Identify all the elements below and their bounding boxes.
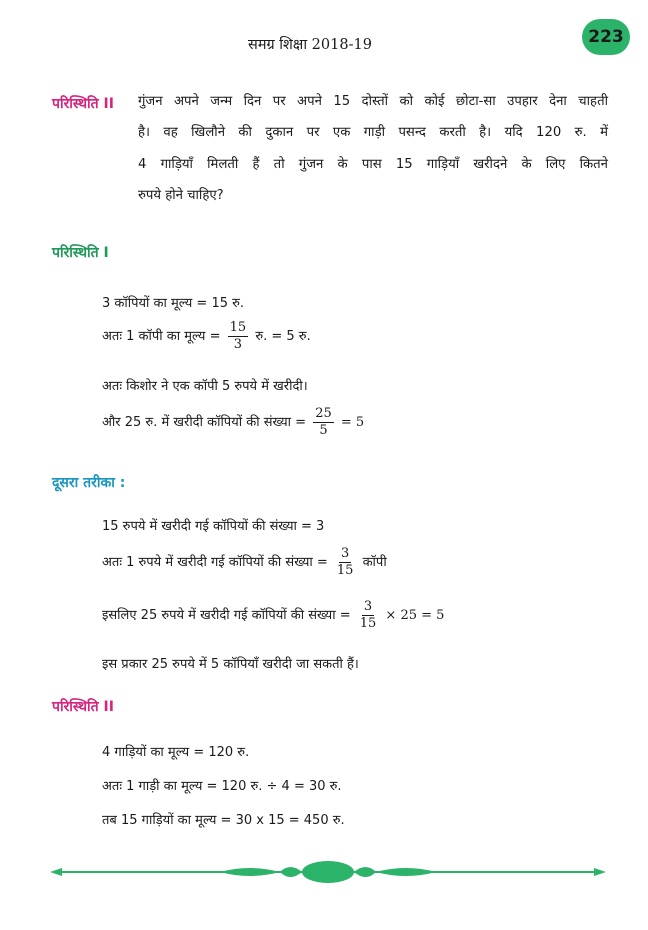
page-number-badge: 223 (582, 19, 630, 55)
fraction-numerator: 3 (341, 546, 350, 561)
problem-paragraph (138, 86, 608, 211)
fraction-denominator: 5 (319, 423, 328, 438)
situation-2-line-1: 4 गाड़ियों का मूल्य = 120 रु. (102, 745, 250, 760)
problem-line-4: रुपये होने चाहिए? (138, 187, 224, 203)
fraction-numerator: 3 (363, 599, 373, 614)
fraction-denominator: 15 (336, 563, 354, 578)
situation-1-line-4 (102, 406, 364, 439)
method-2-line-2-prefix: अतः 1 रुपये में खरीदी गई कॉपियों की संख्या = (102, 555, 328, 570)
method-2-heading: दूसरा तरीका : (52, 475, 126, 491)
fraction-3-over-15 (358, 599, 379, 632)
fraction-numerator: 25 (315, 406, 332, 421)
situation-1-line-2 (102, 320, 311, 353)
method-2-line-3 (102, 599, 444, 632)
fraction-3-over-15 (335, 546, 356, 579)
situation-1-heading: परिस्थिति I (52, 245, 109, 261)
situation-1-line-3: अतः किशोर ने एक कॉपी 5 रुपये में खरीदी। (102, 379, 308, 394)
fraction-denominator: 15 (359, 616, 377, 631)
page-header-title: समग्र शिक्षा 2018-19 (248, 37, 372, 53)
method-2-line-2 (102, 546, 387, 579)
situation-2-heading: परिस्थिति II (52, 699, 114, 715)
situation-1-line-2-prefix: अतः 1 कॉपी का मूल्य = (102, 329, 221, 344)
fraction-25-over-5 (313, 406, 334, 439)
fraction-denominator: 3 (233, 337, 243, 352)
problem-line-3: 4 गाड़ियाँ मिलती हैं तो गुंजन के पास 15 गाड़ियाँ खरीदने के लिए कितने (138, 156, 608, 172)
situation-1-line-4-suffix: = 5 (340, 415, 365, 430)
situation-1-line-2-suffix: रु. = 5 रु. (255, 329, 311, 344)
method-2-line-3-prefix: इसलिए 25 रुपये में खरीदी गई कॉपियों की संख्या = (102, 608, 351, 623)
situation-1-line-1: 3 कॉपियों का मूल्य = 15 रु. (102, 296, 245, 311)
fraction-15-over-3 (228, 320, 249, 353)
situation-2-line-2: अतः 1 गाड़ी का मूल्य = 120 रु. ÷ 4 = 30 रु. (102, 779, 342, 794)
method-2-line-1: 15 रुपये में खरीदी गई कॉपियों की संख्या = 3 (102, 519, 325, 534)
problem-line-1: गुंजन अपने जन्म दिन पर अपने 15 दोस्तों को कोई छोटा-सा उपहार देना चाहती (138, 94, 608, 109)
situation-2-line-3: तब 15 गाड़ियों का मूल्य = 30 x 15 = 450 रु. (102, 813, 345, 828)
decorative-divider (50, 857, 606, 887)
fraction-numerator: 15 (229, 320, 247, 335)
situation-1-line-4-prefix: और 25 रु. में खरीदी कॉपियों की संख्या = (102, 415, 307, 430)
problem-label: परिस्थिति II (52, 96, 114, 112)
method-2-line-2-suffix: कॉपी (362, 555, 387, 570)
method-2-line-3-suffix: × 25 = 5 (385, 608, 445, 623)
problem-line-2: है। वह खिलौने की दुकान पर एक गाड़ी पसन्द करती है। यदि 120 रु. में (138, 125, 608, 141)
method-2-line-4: इस प्रकार 25 रुपये में 5 कॉपियाँ खरीदी जा सकती हैं। (102, 657, 359, 672)
